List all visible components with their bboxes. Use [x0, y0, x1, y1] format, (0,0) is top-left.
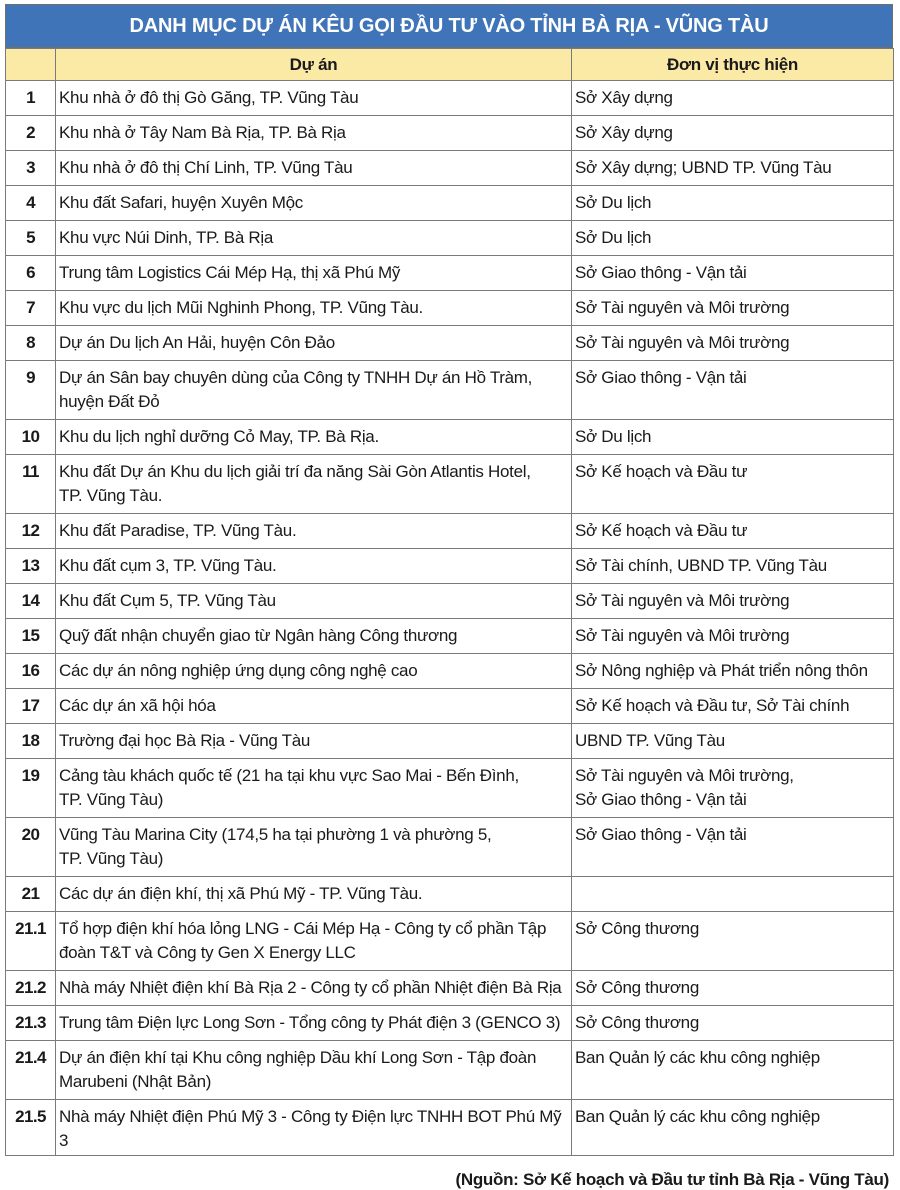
unit-cell — [572, 689, 894, 724]
table-row — [6, 361, 894, 420]
project-cell — [56, 971, 572, 1006]
unit-cell — [572, 759, 894, 818]
unit-name-line: Sở Du lịch — [575, 427, 652, 446]
table-row — [6, 186, 894, 221]
table-body — [6, 81, 894, 1156]
unit-name-line: Sở Tài nguyên và Môi trường — [575, 298, 790, 317]
table-row — [6, 116, 894, 151]
table-row — [6, 584, 894, 619]
project-name-line: Dự án Du lịch An Hải, huyện Côn Đảo — [59, 333, 335, 352]
project-name-line: Khu đất Safari, huyện Xuyên Mộc — [59, 193, 303, 212]
row-number: 21.5 — [6, 1100, 56, 1156]
table-row — [6, 420, 894, 455]
row-number: 3 — [6, 151, 56, 186]
table-row — [6, 689, 894, 724]
unit-cell — [572, 221, 894, 256]
table-row — [6, 151, 894, 186]
table-row — [6, 549, 894, 584]
project-name-line: Khu nhà ở đô thị Chí Linh, TP. Vũng Tàu — [59, 158, 353, 177]
project-name-line: đoàn T&T và Công ty Gen X Energy LLC — [59, 943, 356, 962]
project-name-line: TP. Vũng Tàu) — [59, 790, 164, 809]
project-name-line: Khu đất Cụm 5, TP. Vũng Tàu — [59, 591, 276, 610]
unit-cell — [572, 584, 894, 619]
project-name-line: huyện Đất Đỏ — [59, 392, 160, 411]
unit-cell — [572, 724, 894, 759]
project-cell — [56, 1006, 572, 1041]
table-row — [6, 326, 894, 361]
table-row — [6, 877, 894, 912]
table-row — [6, 514, 894, 549]
project-cell — [56, 186, 572, 221]
row-number: 19 — [6, 759, 56, 818]
table-row — [6, 81, 894, 116]
unit-name-line: Sở Tài chính, UBND TP. Vũng Tàu — [575, 556, 827, 575]
table-title: DANH MỤC DỰ ÁN KÊU GỌI ĐẦU TƯ VÀO TỈNH BÀ RỊA - VŨNG TÀU — [5, 4, 893, 48]
project-cell — [56, 912, 572, 971]
project-name-line: Khu đất Paradise, TP. Vũng Tàu. — [59, 521, 297, 540]
unit-name-line: Sở Nông nghiệp và Phát triển nông thôn — [575, 661, 868, 680]
unit-cell — [572, 116, 894, 151]
unit-cell — [572, 877, 894, 912]
project-name-line: TP. Vũng Tàu. — [59, 486, 163, 505]
project-name-line: Các dự án điện khí, thị xã Phú Mỹ - TP. Vũng Tàu. — [59, 884, 423, 903]
table-row — [6, 619, 894, 654]
column-header-project: Dự án — [56, 49, 572, 81]
unit-name-line: Ban Quản lý các khu công nghiệp — [575, 1107, 820, 1126]
project-cell — [56, 514, 572, 549]
project-cell — [56, 361, 572, 420]
project-cell — [56, 549, 572, 584]
project-table — [5, 48, 894, 1156]
project-name-line: Khu vực du lịch Mũi Nghinh Phong, TP. Vũng Tàu. — [59, 298, 423, 317]
project-name-line: Dự án Sân bay chuyên dùng của Công ty TNHH Dự án Hồ Tràm, — [59, 368, 533, 387]
unit-cell — [572, 326, 894, 361]
row-number: 10 — [6, 420, 56, 455]
unit-name-line: Sở Giao thông - Vận tải — [575, 825, 747, 844]
row-number: 7 — [6, 291, 56, 326]
project-name-line: Nhà máy Nhiệt điện khí Bà Rịa 2 - Công ty cổ phần Nhiệt điện Bà Rịa — [59, 978, 562, 997]
unit-cell — [572, 912, 894, 971]
unit-cell — [572, 420, 894, 455]
project-name-line: Khu nhà ở đô thị Gò Găng, TP. Vũng Tàu — [59, 88, 359, 107]
project-name-line: Các dự án nông nghiệp ứng dụng công nghệ cao — [59, 661, 418, 680]
unit-name-line: Sở Tài nguyên và Môi trường — [575, 591, 790, 610]
row-number: 16 — [6, 654, 56, 689]
unit-cell — [572, 549, 894, 584]
unit-name-line: Sở Kế hoạch và Đầu tư — [575, 462, 748, 481]
unit-cell — [572, 361, 894, 420]
project-name-line: Trung tâm Logistics Cái Mép Hạ, thị xã Phú Mỹ — [59, 263, 401, 282]
project-name-line: Dự án điện khí tại Khu công nghiệp Dầu khí Long Sơn - Tập đoàn — [59, 1048, 537, 1067]
project-cell — [56, 455, 572, 514]
project-name-line: Cảng tàu khách quốc tế (21 ha tại khu vực Sao Mai - Bến Đình, — [59, 766, 519, 785]
unit-name-line: Sở Du lịch — [575, 193, 652, 212]
row-number: 21.4 — [6, 1041, 56, 1100]
unit-name-line: Sở Tài nguyên và Môi trường — [575, 333, 790, 352]
unit-name-line: Sở Công thương — [575, 1013, 699, 1032]
project-list-document — [5, 0, 893, 1190]
table-row — [6, 1041, 894, 1100]
unit-cell — [572, 256, 894, 291]
project-name-line: Khu đất cụm 3, TP. Vũng Tàu. — [59, 556, 277, 575]
table-row — [6, 818, 894, 877]
table-row — [6, 256, 894, 291]
unit-name-line: Sở Giao thông - Vận tải — [575, 263, 747, 282]
row-number: 4 — [6, 186, 56, 221]
unit-cell — [572, 1100, 894, 1156]
unit-name-line: Sở Xây dựng; UBND TP. Vũng Tàu — [575, 158, 832, 177]
unit-name-line: UBND TP. Vũng Tàu — [575, 731, 725, 750]
table-header-row — [6, 49, 894, 81]
project-cell — [56, 116, 572, 151]
row-number: 21.2 — [6, 971, 56, 1006]
table-row — [6, 1100, 894, 1156]
project-cell — [56, 1041, 572, 1100]
table-row — [6, 971, 894, 1006]
table-row — [6, 221, 894, 256]
unit-name-line: Sở Tài nguyên và Môi trường, — [575, 766, 794, 785]
row-number: 21.1 — [6, 912, 56, 971]
row-number: 12 — [6, 514, 56, 549]
table-row — [6, 912, 894, 971]
project-cell — [56, 81, 572, 116]
row-number: 21 — [6, 877, 56, 912]
project-name-line: TP. Vũng Tàu) — [59, 849, 164, 868]
row-number: 20 — [6, 818, 56, 877]
unit-cell — [572, 455, 894, 514]
project-name-line: Trường đại học Bà Rịa - Vũng Tàu — [59, 731, 311, 750]
row-number: 5 — [6, 221, 56, 256]
unit-cell — [572, 151, 894, 186]
row-number: 11 — [6, 455, 56, 514]
unit-name-line: Sở Du lịch — [575, 228, 652, 247]
row-number: 9 — [6, 361, 56, 420]
row-number: 1 — [6, 81, 56, 116]
unit-cell — [572, 619, 894, 654]
project-name-line: Vũng Tàu Marina City (174,5 ha tại phường 1 và phường 5, — [59, 825, 492, 844]
row-number: 14 — [6, 584, 56, 619]
project-cell — [56, 420, 572, 455]
project-cell — [56, 818, 572, 877]
project-name-line: Nhà máy Nhiệt điện Phú Mỹ 3 - Công ty Điện lực TNHH BOT Phú Mỹ 3 — [59, 1107, 562, 1150]
project-cell — [56, 151, 572, 186]
unit-name-line: Sở Kế hoạch và Đầu tư — [575, 521, 748, 540]
project-cell — [56, 877, 572, 912]
row-number: 21.3 — [6, 1006, 56, 1041]
project-name-line: Khu đất Dự án Khu du lịch giải trí đa năng Sài Gòn Atlantis Hotel, — [59, 462, 531, 481]
unit-name-line: Sở Công thương — [575, 978, 699, 997]
row-number: 18 — [6, 724, 56, 759]
project-name-line: Các dự án xã hội hóa — [59, 696, 216, 715]
row-number: 2 — [6, 116, 56, 151]
unit-name-line: Sở Xây dựng — [575, 123, 673, 142]
column-header-number — [6, 49, 56, 81]
unit-cell — [572, 654, 894, 689]
project-name-line: Khu nhà ở Tây Nam Bà Rịa, TP. Bà Rịa — [59, 123, 346, 142]
project-name-line: Tổ hợp điện khí hóa lỏng LNG - Cái Mép Hạ - Công ty cổ phần Tập — [59, 919, 547, 938]
project-cell — [56, 291, 572, 326]
table-row — [6, 759, 894, 818]
project-cell — [56, 654, 572, 689]
unit-cell — [572, 1006, 894, 1041]
unit-cell — [572, 971, 894, 1006]
unit-name-line: Sở Tài nguyên và Môi trường — [575, 626, 790, 645]
unit-cell — [572, 186, 894, 221]
table-row — [6, 1006, 894, 1041]
project-name-line: Marubeni (Nhật Bản) — [59, 1072, 212, 1091]
row-number: 13 — [6, 549, 56, 584]
source-note: (Nguồn: Sở Kế hoạch và Đầu tư tỉnh Bà Rịa - Vũng Tàu) — [455, 1170, 889, 1189]
project-name-line: Trung tâm Điện lực Long Sơn - Tổng công ty Phát điện 3 (GENCO 3) — [59, 1013, 561, 1032]
project-name-line: Quỹ đất nhận chuyển giao từ Ngân hàng Công thương — [59, 626, 458, 645]
unit-cell — [572, 1041, 894, 1100]
project-cell — [56, 619, 572, 654]
table-row — [6, 724, 894, 759]
table-row — [6, 291, 894, 326]
project-cell — [56, 584, 572, 619]
unit-cell — [572, 818, 894, 877]
column-header-unit: Đơn vị thực hiện — [572, 49, 894, 81]
project-cell — [56, 1100, 572, 1156]
unit-name-line: Sở Giao thông - Vận tải — [575, 790, 747, 809]
unit-cell — [572, 291, 894, 326]
project-cell — [56, 326, 572, 361]
unit-name-line: Ban Quản lý các khu công nghiệp — [575, 1048, 820, 1067]
unit-cell — [572, 514, 894, 549]
row-number: 15 — [6, 619, 56, 654]
row-number: 8 — [6, 326, 56, 361]
unit-name-line: Sở Kế hoạch và Đầu tư, Sở Tài chính — [575, 696, 850, 715]
project-name-line: Khu vực Núi Dinh, TP. Bà Rịa — [59, 228, 274, 247]
project-name-line: Khu du lịch nghỉ dưỡng Cỏ May, TP. Bà Rịa. — [59, 427, 379, 446]
unit-cell — [572, 81, 894, 116]
project-cell — [56, 689, 572, 724]
project-cell — [56, 724, 572, 759]
project-cell — [56, 256, 572, 291]
project-cell — [56, 759, 572, 818]
row-number: 6 — [6, 256, 56, 291]
project-cell — [56, 221, 572, 256]
row-number: 17 — [6, 689, 56, 724]
unit-name-line: Sở Công thương — [575, 919, 699, 938]
unit-name-line: Sở Giao thông - Vận tải — [575, 368, 747, 387]
unit-name-line: Sở Xây dựng — [575, 88, 673, 107]
table-row — [6, 455, 894, 514]
table-row — [6, 654, 894, 689]
